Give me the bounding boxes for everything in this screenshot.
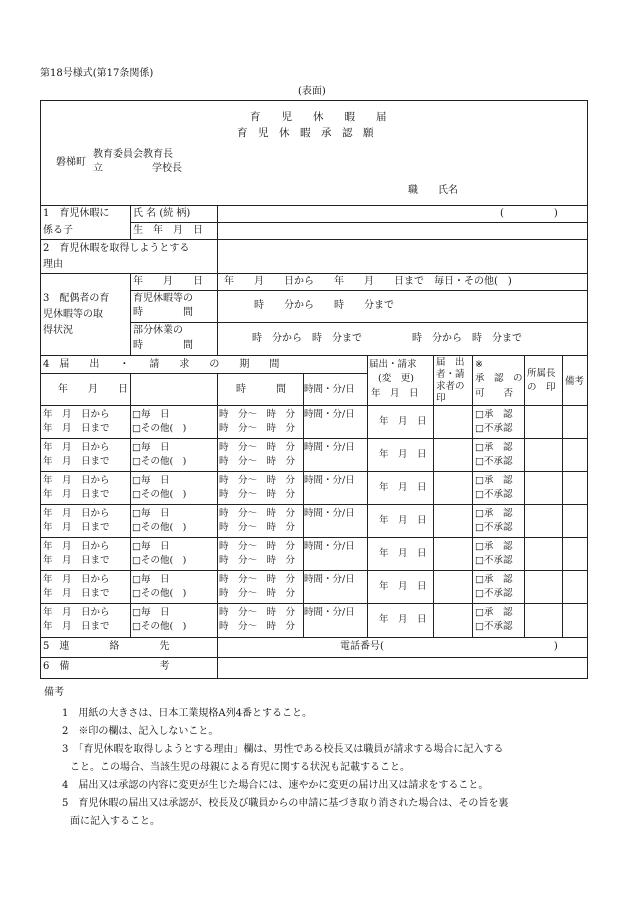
row-approve[interactable]: □承 認: [475, 442, 513, 453]
row-every-day[interactable]: □毎 日: [132, 574, 170, 585]
col-approval-l2: 承 認 の: [475, 373, 523, 384]
sec3-label-line2: 児休暇等の取: [43, 309, 103, 320]
row-to: 年 月 日まで: [43, 456, 110, 467]
row-every-day[interactable]: □毎 日: [132, 442, 170, 453]
row-time1: 時 分〜 時 分: [219, 508, 296, 519]
row-request-date: 年 月 日: [379, 449, 427, 460]
row-from: 年 月 日から: [43, 409, 110, 420]
note-3: 3 「育児休暇を取得しようとする理由」欄は、男性である校長又は職員が請求する場合に記入する: [62, 744, 504, 755]
row-other[interactable]: □その他( ): [132, 489, 187, 500]
spouse-partial-time: 時 分から 時 分まで 時 分から 時 分まで: [252, 333, 522, 344]
note-5: 5 育児休暇の届出又は承認が、校長及び職員からの申請に基づき取り消された場合は、その旨を裏: [62, 798, 509, 809]
col-approval-l1: ※: [475, 359, 483, 370]
row-request-date: 年 月 日: [379, 515, 427, 526]
spouse-leave-time-label1: 育児休暇等の: [133, 293, 193, 304]
row-from: 年 月 日から: [43, 607, 110, 618]
row-every-day[interactable]: □毎 日: [132, 409, 170, 420]
row-every-day[interactable]: □毎 日: [132, 541, 170, 552]
col-seal-l1: 届 出: [436, 357, 465, 368]
sec3-label-line1: 3 配偶者の育: [43, 293, 110, 304]
board-of-education: 教育委員会教育長: [93, 149, 173, 160]
relation-paren: ( ): [500, 208, 558, 219]
title-approval: 育 児 休 暇 承 認 願: [237, 127, 374, 139]
col-hours: 時間・分/日: [304, 384, 355, 395]
col-request-l3: 年 月 日: [371, 388, 419, 399]
row-request-date: 年 月 日: [379, 548, 427, 559]
row-hours: 時間・分/日: [304, 508, 355, 519]
spouse-leave-time: 時 分から 時 分まで: [254, 300, 394, 311]
row-from: 年 月 日から: [43, 541, 110, 552]
col-time: 時 間: [236, 384, 286, 395]
note-5-cont: 面に記入すること。: [70, 816, 160, 827]
row-time1: 時 分〜 時 分: [219, 475, 296, 486]
row-approve[interactable]: □承 認: [475, 475, 513, 486]
town-name: 磐梯町: [56, 157, 86, 168]
col-date: 年 月 日: [58, 384, 128, 395]
row-hours: 時間・分/日: [304, 475, 355, 486]
row-time1: 時 分〜 時 分: [219, 541, 296, 552]
row-hours: 時間・分/日: [304, 607, 355, 618]
row-other[interactable]: □その他( ): [132, 456, 187, 467]
note-3-cont: こと。この場合、当該生児の母親による育児に関する状況も記載すること。: [70, 762, 410, 773]
school-type: 立: [93, 163, 103, 174]
sec2-label-line1: 2 育児休暇を取得しようとする: [43, 243, 190, 254]
row-request-date: 年 月 日: [379, 614, 427, 625]
row-request-date: 年 月 日: [379, 482, 427, 493]
row-every-day[interactable]: □毎 日: [132, 607, 170, 618]
col-seal-l3: 求者の: [436, 381, 465, 392]
row-time2: 時 分〜 時 分: [219, 588, 296, 599]
row-to: 年 月 日まで: [43, 621, 110, 632]
row-time2: 時 分〜 時 分: [219, 456, 296, 467]
phone-number: 電話番号( ): [340, 641, 558, 652]
row-to: 年 月 日まで: [43, 588, 110, 599]
row-deny[interactable]: □不承認: [475, 621, 513, 632]
row-hours: 時間・分/日: [304, 541, 355, 552]
notes-title: 備考: [44, 687, 64, 698]
row-approve[interactable]: □承 認: [475, 607, 513, 618]
row-approve[interactable]: □承 認: [475, 409, 513, 420]
row-time2: 時 分〜 時 分: [219, 555, 296, 566]
row-deny[interactable]: □不承認: [475, 489, 513, 500]
row-hours: 時間・分/日: [304, 442, 355, 453]
row-every-day[interactable]: □毎 日: [132, 508, 170, 519]
sec1-label-line1: 1 育児休暇に: [43, 208, 110, 219]
row-time2: 時 分〜 時 分: [219, 621, 296, 632]
row-other[interactable]: □その他( ): [132, 621, 187, 632]
row-from: 年 月 日から: [43, 442, 110, 453]
row-time1: 時 分〜 時 分: [219, 442, 296, 453]
row-request-date: 年 月 日: [379, 581, 427, 592]
note-2: 2 ※印の欄は、記入しないこと。: [62, 726, 219, 737]
form-number: 第18号様式(第17条関係): [40, 68, 154, 79]
spouse-date-label: 年 月 日: [133, 276, 203, 287]
row-other[interactable]: □その他( ): [132, 423, 187, 434]
col-seal-l4: 印: [436, 393, 446, 404]
col-seal-l2: 者・請: [436, 369, 465, 380]
col-chief-l2: の 印: [527, 382, 556, 393]
row-hours: 時間・分/日: [304, 409, 355, 420]
row-deny[interactable]: □不承認: [475, 456, 513, 467]
row-approve[interactable]: □承 認: [475, 508, 513, 519]
row-time1: 時 分〜 時 分: [219, 574, 296, 585]
row-other[interactable]: □その他( ): [132, 522, 187, 533]
principal-label: 学校長: [152, 163, 182, 174]
remarks-label: 6 備 考: [43, 661, 170, 672]
row-time1: 時 分〜 時 分: [219, 607, 296, 618]
row-from: 年 月 日から: [43, 508, 110, 519]
row-deny[interactable]: □不承認: [475, 423, 513, 434]
col-remarks: 備考: [565, 376, 585, 387]
row-time2: 時 分〜 時 分: [219, 522, 296, 533]
row-request-date: 年 月 日: [379, 416, 427, 427]
col-request-l1: 届出・請求: [369, 359, 417, 370]
row-to: 年 月 日まで: [43, 489, 110, 500]
sec4-label: 4 届 出 ・ 請 求 の 期 間: [43, 359, 280, 370]
note-4: 4 届出又は承認の内容に変更が生じた場合には、速やかに変更の届け出又は請求をすること。: [62, 780, 489, 791]
side-label: (表面): [298, 86, 326, 97]
row-deny[interactable]: □不承認: [475, 555, 513, 566]
position-name-label: 職 氏名: [408, 185, 458, 196]
row-other[interactable]: □その他( ): [132, 555, 187, 566]
row-from: 年 月 日から: [43, 574, 110, 585]
row-from: 年 月 日から: [43, 475, 110, 486]
spouse-period: 年 月 日から 年 月 日まで 毎日・その他( ): [224, 276, 512, 287]
row-deny[interactable]: □不承認: [475, 588, 513, 599]
title-notification: 育 児 休 暇 届: [250, 111, 387, 123]
row-deny[interactable]: □不承認: [475, 522, 513, 533]
child-dob-label: 生 年 月 日: [133, 225, 203, 236]
child-name-label: 氏 名 (続 柄): [133, 208, 191, 219]
row-approve[interactable]: □承 認: [475, 541, 513, 552]
row-other[interactable]: □その他( ): [132, 588, 187, 599]
row-approve[interactable]: □承 認: [475, 574, 513, 585]
row-to: 年 月 日まで: [43, 555, 110, 566]
row-time1: 時 分〜 時 分: [219, 409, 296, 420]
sec2-label-line2: 理由: [43, 259, 63, 270]
spouse-partial-label1: 部分休業の: [133, 325, 183, 336]
sec3-label-line3: 得状況: [43, 325, 73, 336]
col-chief-l1: 所属長: [527, 368, 556, 379]
row-time2: 時 分〜 時 分: [219, 423, 296, 434]
spouse-partial-label2: 時 間: [133, 340, 193, 351]
row-every-day[interactable]: □毎 日: [132, 475, 170, 486]
row-to: 年 月 日まで: [43, 423, 110, 434]
row-hours: 時間・分/日: [304, 574, 355, 585]
row-time2: 時 分〜 時 分: [219, 489, 296, 500]
col-request-l2: (変 更): [378, 373, 414, 384]
col-approval-l3: 可 否: [475, 388, 514, 399]
row-to: 年 月 日まで: [43, 522, 110, 533]
sec1-label-line2: 係る子: [43, 225, 73, 236]
spouse-leave-time-label2: 時 間: [133, 307, 193, 318]
contact-label: 5 連 絡 先: [43, 641, 170, 652]
note-1: 1 用紙の大きさは、日本工業規格A列4番とすること。: [62, 708, 312, 719]
